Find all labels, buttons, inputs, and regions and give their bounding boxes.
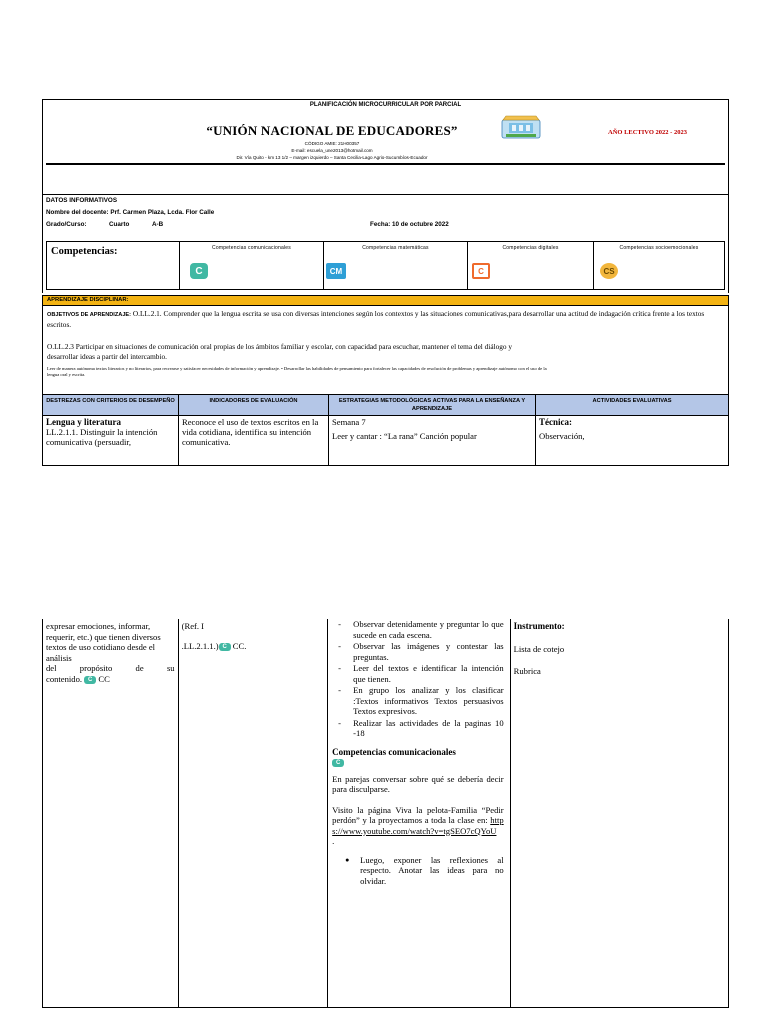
date-value: Fecha: 10 de octubre 2022 <box>370 221 449 228</box>
technique-title: Técnica: <box>539 417 572 427</box>
competency-label: Competencias matemáticas <box>362 245 429 251</box>
comp-comunicacional-title: Competencias comunicacionales <box>332 746 456 757</box>
destreza-text: LL.2.1.1. Distinguir la intención comunicativa (persuadir, <box>46 427 158 447</box>
learning-table <box>42 295 729 466</box>
bullet-item: ● Luego, exponer las reflexiones al respecto. Anotar las ideas para no olvidar. <box>332 855 503 887</box>
school-logo <box>500 112 542 140</box>
steps-list <box>332 619 503 739</box>
competencies-label: Competencias: <box>51 246 118 257</box>
digital-icon: C <box>472 263 490 279</box>
header-indicadores: INDICADORES DE EVALUACIÓN <box>179 395 329 415</box>
info-section-title: DATOS INFORMATIVOS <box>46 197 118 204</box>
comp-icon-line <box>332 757 503 768</box>
destreza-cell <box>43 416 179 465</box>
planning-page-1 <box>42 99 729 469</box>
school-address: Dir. Vía Quito - km 13 1/2 – margen izquierdo – Santa Cecilia-Lago Agrio-Sucumbíos-Ecuador <box>236 155 428 160</box>
estrategia-cell <box>329 416 536 465</box>
competency-digital <box>468 242 594 289</box>
week-label: Semana 7 <box>332 417 366 427</box>
aprendizaje-disciplinar-header: APRENDIZAJE DISCIPLINAR: <box>43 296 728 306</box>
frame-right <box>728 195 729 293</box>
actividad-cont-cell <box>511 619 728 1007</box>
section-value: A-B <box>152 221 164 228</box>
paragraph-2-text: Visito la página Viva la pelota-Familia “Pedir perdón” y la proyectamos a toda la clase en: <box>332 804 504 825</box>
competency-label: Competencias socioemocionales <box>619 245 699 251</box>
youtube-link[interactable]: https://www.youtube.com/watch?v=tgSEO7cQYoU <box>332 815 504 836</box>
competency-label: Competencias digitales <box>502 245 559 251</box>
paragraph-2: Visito la página Viva la pelota-Familia “Pedir perdón” y la proyectamos a toda la clase en: https://www.youtube.com/watch?v=tgSEO7cQYoU . <box>332 804 504 846</box>
objectives-label: OBJETIVOS DE APRENDIZAJE: <box>47 312 132 318</box>
ref-code: .LL.2.1.1.) <box>181 640 219 651</box>
school-year: AÑO LECTIVO 2022 - 2023 <box>608 129 687 136</box>
list-item: - Realizar las actividades de la paginas 10 -18 <box>332 718 503 739</box>
table-row <box>43 416 728 465</box>
school-email: E-mail: escuela_une2013@hotmail.com <box>291 148 373 153</box>
destreza-cont-text: expresar emociones, informar, requerir, etc.) que tienen diversos textos de uso cotidiano desde el análisis <box>46 621 161 663</box>
word-de: de <box>135 663 144 673</box>
header-destrezas: DESTREZAS CON CRITERIOS DE DESEMPEÑO <box>43 395 179 415</box>
destreza-cont-cell <box>43 619 179 1007</box>
cc-label: CC. <box>232 640 247 651</box>
word-proposito: propósito <box>79 663 113 673</box>
word-del: del <box>46 663 57 673</box>
header-rule <box>46 163 725 165</box>
competency-communication <box>180 242 324 289</box>
frame-left <box>42 195 43 293</box>
teacher-name: Nombre del docente: Prf. Carmen Plaza, Lcda. Flor Calle <box>46 209 215 216</box>
competencies-label-cell <box>47 242 180 289</box>
instrument-item-1: Lista de cotejo <box>513 643 565 654</box>
estrategia-cont-cell <box>328 619 510 1007</box>
paragraph-1: En parejas conversar sobre qué se debería decir para disculparse. <box>332 773 504 794</box>
instrument-item-2: Rubrica <box>513 666 541 676</box>
instrument-title: Instrumento: <box>513 621 565 631</box>
competency-math <box>324 242 468 289</box>
destreza-cont-end: contenido. C CC <box>46 673 110 684</box>
actividad-cell <box>536 416 728 465</box>
objective-1 <box>47 309 723 330</box>
socioemotional-icon: CS <box>600 263 618 279</box>
table-header-row <box>43 394 728 416</box>
document-title: PLANIFICACIÓN MICROCURRICULAR POR PARCIAL <box>309 102 462 108</box>
ref-line-1: (Ref. I <box>181 621 205 631</box>
header-actividades: ACTIVIDADES EVALUATIVAS <box>592 398 672 404</box>
list-item: - Leer del textos e identificar la intención que tienen. <box>332 663 503 684</box>
ref-line-2 <box>182 641 325 652</box>
planning-page-2 <box>42 619 729 1008</box>
objectives-box <box>43 306 728 394</box>
list-item: - Observar detenidamente y preguntar lo que sucede en cada escena. <box>332 619 503 640</box>
indicador-cell: Reconoce el uso de textos escritos en la vida cotidiana, identifica su intención comunicativa. <box>179 416 329 465</box>
word-su: su <box>166 663 175 673</box>
communication-icon: C <box>84 676 96 684</box>
objective-3: Leer de manera autónoma textos literarios y no literarios, para recrearse y satisfacer necesidades de información y aprendizaje. • Desarrollar las habilidades de pensamiento para fortalecer las capacidades de resolución de problemas y aprendizaje autónomo con el uso de la lengua oral y escrita. <box>47 366 547 377</box>
communication-icon: C <box>332 759 344 767</box>
subject-title: Lengua y literatura <box>46 417 121 427</box>
school-name: “UNIÓN NACIONAL DE EDUCADORES” <box>206 123 458 138</box>
cc-label: CC <box>98 673 110 684</box>
header-box <box>42 99 729 195</box>
math-icon: CM <box>326 263 346 279</box>
grade-value: Cuarto <box>109 221 130 228</box>
list-item: - En grupo los analizar y los clasificar :Textos informativos Textos persuasivos Textos expresivos. <box>332 685 503 717</box>
objective-2: O.LL.2.3 Participar en situaciones de comunicación oral propias de los ámbitos familiar y escolar, con capacidad para escuchar, mantener el tema del diálogo y desarrollar ideas a partir del intercambio. <box>47 342 513 361</box>
competencies-table <box>46 241 725 290</box>
communication-icon: C <box>190 263 208 279</box>
header-estrategias: ESTRATEGIAS METODOLÓGICAS ACTIVAS PARA LA ENSEÑANZA Y APRENDIZAJE <box>329 395 536 415</box>
estrategia-text: Leer y cantar : “La rana” Canción popular <box>332 431 477 441</box>
competency-label: Competencias comunicacionales <box>212 245 291 251</box>
objective-1-text: O.LL.2.1. Comprender que la lengua escrita se usa con diversas intenciones según los contextos y las situaciones comunicativas,para desarrollar una actitud de indagación crítica frente a los textos escritos. <box>47 309 705 329</box>
list-item: - Observar las imágenes y contestar las preguntas. <box>332 641 503 662</box>
competency-socioemotional <box>594 242 724 289</box>
indicador-cont-cell <box>179 619 329 1007</box>
technique-text: Observación, <box>539 431 585 441</box>
grade-label: Grado/Curso: <box>46 221 87 228</box>
communication-icon: C <box>219 643 231 651</box>
destreza-cont-line <box>46 663 175 674</box>
school-code: CÓDIGO AMIE: 21H00357 <box>304 141 360 146</box>
